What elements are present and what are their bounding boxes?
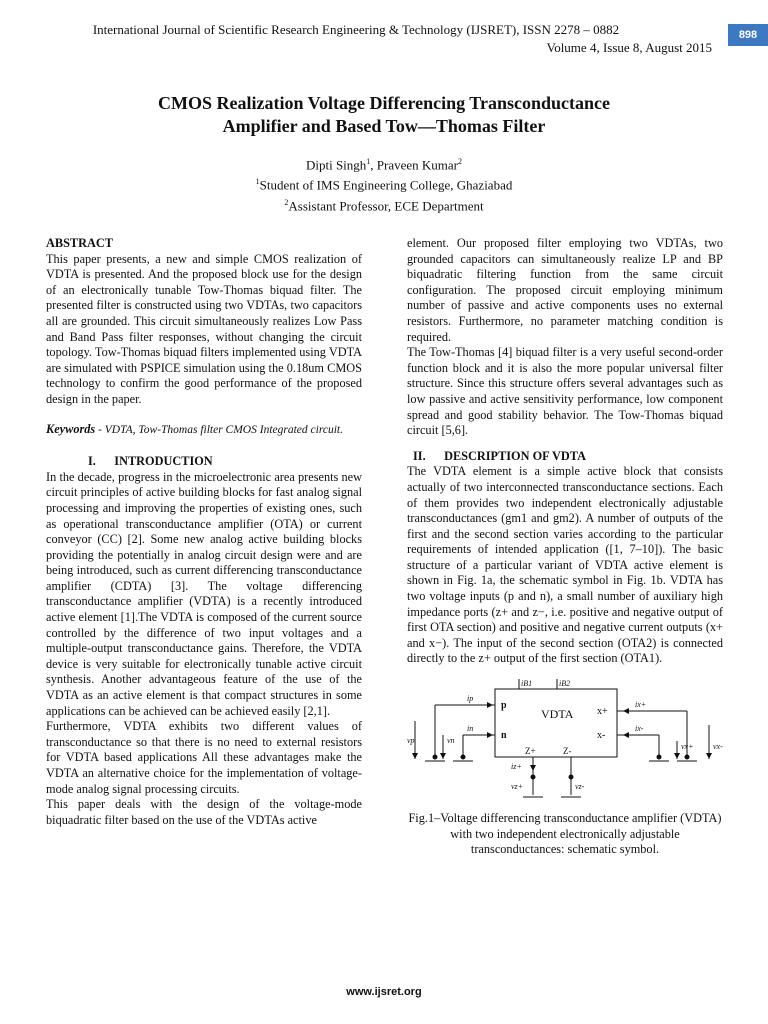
journal-header: International Journal of Scientific Research Engineering & Technology (IJSRET), ISSN 2278 – 0882 [92, 22, 620, 37]
footer-url: www.ijsret.org [346, 986, 422, 998]
ib2-label: iB2 [559, 679, 571, 689]
vxp-label: vx+ [681, 742, 694, 752]
spacer [46, 438, 362, 454]
port-p-label: p [501, 700, 507, 712]
port-zm-label: Z- [563, 746, 572, 757]
author-names: Dipti Singh$^1$, Praveen Kumar$^2$ [305, 157, 463, 173]
vdta-schematic [407, 677, 723, 803]
ixp-label: ix+ [635, 700, 647, 710]
authors-block [0, 153, 768, 214]
figure-caption: Fig.1–Voltage differencing transconductance amplifier (VDTA) with two independent electronically adjustable transconductances: schematic symbol. [408, 811, 722, 857]
ixm-label: ix- [635, 724, 644, 734]
port-xm-label: x- [597, 730, 606, 742]
left-column [46, 236, 362, 828]
affiliation-2: $^2$Assistant Professor, ECE Department [284, 197, 484, 213]
vzm-label: vz- [575, 782, 585, 792]
introduction-heading: I. INTRODUCTION [88, 454, 213, 469]
port-n-label: n [501, 730, 507, 742]
right-p2: The Tow-Thomas [4] biquad filter is a very useful second-order function block and it is also the more popular universal filter structure. Since this structure offers several advantages such as low passive and active sensitivity performance, low component spread and good stability behavior. The Tow-Thomas biquad circuit [5,6]. [407, 345, 723, 438]
right-p1: element. Our proposed filter employing two VDTAs, two grounded capacitors can simultaneously realize LP and BP biquadratic filtering function from the same circuit configuration. The proposed circuit employing minimum number of passive and active components uses no external resistors. Furthermore, no parameter matching condition is required. [407, 236, 723, 344]
port-xp-label: x+ [597, 706, 608, 718]
introduction-p3: This paper deals with the design of the voltage-mode biquadratic filter based on the use of the VDTAs active [46, 797, 362, 827]
vzp-label: vz+ [511, 782, 524, 792]
title-line-1: CMOS Realization Voltage Differencing Transconductance [158, 93, 610, 113]
vdta-label: VDTA [541, 707, 574, 722]
ip-label: ip [467, 694, 474, 704]
keywords: Keywords - VDTA, Tow-Thomas filter CMOS Integrated circuit. [46, 421, 343, 436]
introduction-p2: Furthermore, VDTA exhibits two different values of transconductance so that there is no need to external resistors for VDTA based applications All these advantages make the VDTA an alternative choice for the implementation of voltage-mode analog signal processing circuits. [46, 719, 362, 796]
section2-text: The VDTA element is a simple active block that consists actually of two interconnected transconductance sections. Each of them provides two independent electronically adjustable transconductances (gm1 and gm2). A number of outputs of the first and the second section varies according to the particular requirements of intended application ([1, 7–10]). The basic structure of a particular variant of VDTA active element is shown in Fig. 1a, the schematic symbol in Fig. 1b. VDTA has two voltage inputs (p and n), a small number of auxiliary high impedance ports (z+ and z−, i.e. positive and negative output of first OTA section) and positive and negative current outputs (x+ and x−). The input of the second section (OTA2) is connected directly to the z+ output of the first section (OTA1). [407, 464, 723, 666]
abstract-text: This paper presents, a new and simple CMOS realization of VDTA is presented. And the proposed block use for the design of an electronically tunable Tow-Thomas biquad filter. The presented filter is constructed using two VDTAs, two capacitors all are grounded. This circuit simultaneously realizes Low Pass and Band Pass filter responses, without changing the circuit topology. Tow-Thomas biquad filters implemented using VDTA are simulated with PSPICE simulation using the 0.18um CMOS technology to confirm the good performance of the proposed design in the paper. [46, 251, 362, 406]
abstract-heading: ABSTRACT [46, 236, 113, 250]
introduction-p1: In the decade, progress in the microelectronic area presents new circuit principles of active building blocks for fast analog signal processing and improving the properties of existing ones, such as operational transconductance amplifier (OTA) or current conveyor (CC) [2]. Some new analog active building blocks providing the potentially in analog circuit design were and are being introduced, such as current differencing transconductance amplifier (CDTA) [3]. The voltage differencing transconductance amplifier (VDTA) is a recently introduced active element [1].The VDTA is composed of the current source controlled by the difference of two input voltages and a multiple-output transconductance gains. Therefore, the VDTA device is very suitable for electronically tunable active circuit synthesis. Another advantageous feature of the use of the VDTA as an active element is that compact structures in some applications can be achieved can be achieved easily [2,1]. [46, 469, 362, 718]
ib1-label: iB1 [521, 679, 533, 689]
affiliation-1: $^1$Student of IMS Engineering College, Ghaziabad [255, 177, 513, 193]
vn-label: vn [447, 736, 455, 746]
vxm-label: vx- [713, 742, 723, 752]
izp-label: iz+ [511, 762, 522, 772]
paper-title [60, 92, 708, 138]
section2-heading: II. DESCRIPTION OF VDTA [413, 448, 586, 463]
page-number-badge: 898 [728, 24, 768, 46]
vdta-block [495, 689, 617, 757]
volume-info: Volume 4, Issue 8, August 2015 [546, 40, 712, 55]
vp-label: vp [407, 736, 415, 746]
spacer [407, 439, 723, 449]
in-label: in [467, 724, 474, 734]
port-zp-label: Z+ [525, 746, 536, 757]
right-column [407, 236, 723, 858]
title-line-2: Amplifier and Based Tow—Thomas Filter [222, 116, 546, 136]
